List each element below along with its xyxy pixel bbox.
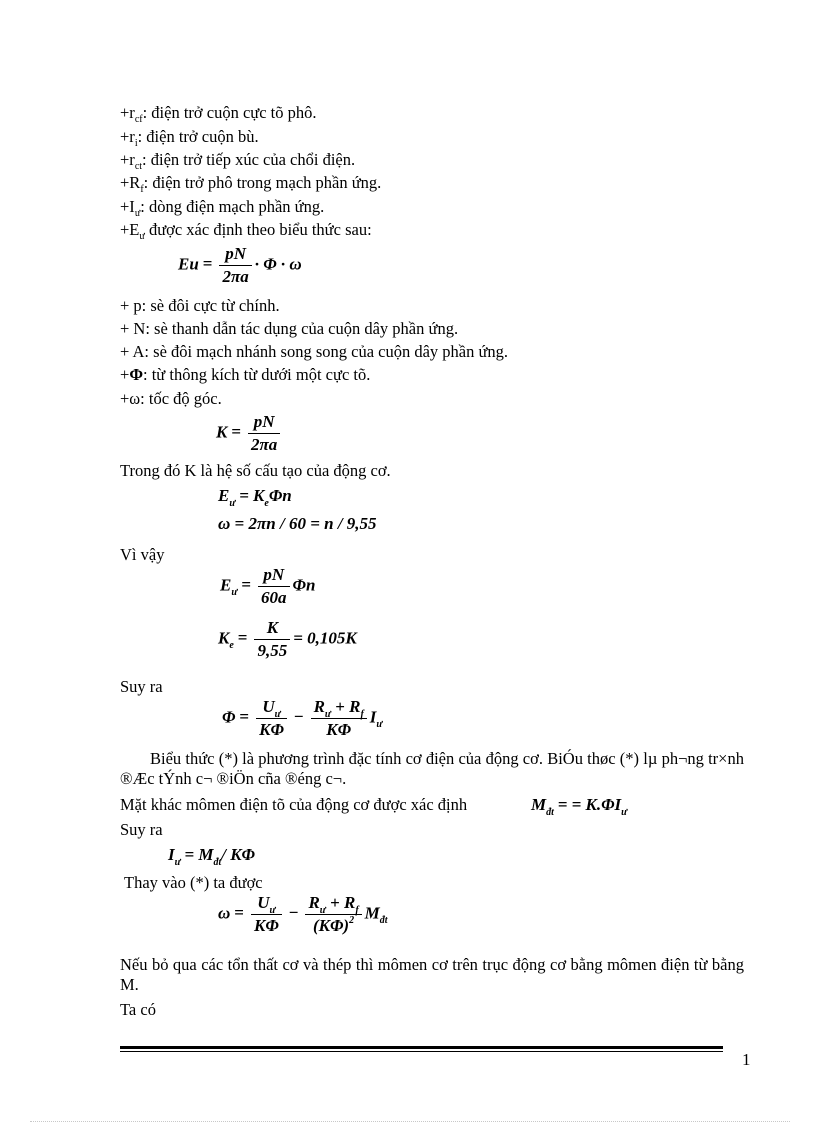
equation-eu: Eu = $\frac{pN}{2\pi a}$ · Φ · ω (178, 244, 302, 286)
text-line: +Φ: từ thông kích từ dưới một cực tõ. (120, 365, 371, 384)
text-line: + p: sè đôi cực từ chính. (120, 296, 280, 315)
text-line: + A: sè đôi mạch nhánh song song của cuộn dây phần ứng. (120, 342, 509, 361)
equation-phi: Φ = $\frac{U_ư}{K\Phi}$ − $\frac{R_ư + R_f}{K\Phi}$ $I_ư$ (222, 697, 383, 739)
equation-omega-mdt: ω = $\frac{U_ư}{K\Phi}$ − $\frac{R_ư + R_f}{(K\Phi)^2}$ $M_{đt}$ (218, 893, 388, 935)
text-line: +ω: tốc độ góc. (120, 389, 222, 408)
equation-iu: $I_ư = M_{đt}/$ KΦ (168, 845, 255, 868)
text-line: Trong đó K là hệ số cấu tạo của động cơ. (120, 461, 391, 480)
text-line: $+I_ư$: dòng điện mạch phần ứng. (120, 197, 325, 219)
text-line: $+R_f$: điện trở phô trong mạch phần ứng. (120, 173, 382, 195)
page-bottom-border (30, 1121, 790, 1122)
equation-ke: $K_e$ = $\frac{K}{9,55}$ = 0,105K (218, 618, 357, 660)
text-line: $+r_{cf}$: điện trở cuộn cực tõ phô. (120, 103, 317, 125)
footer-rule (120, 1046, 723, 1049)
text-line: $+r_{ct}$: điện trở tiếp xúc của chổi điện. (120, 150, 356, 172)
text-line: $+r_i$: điện trở cuộn bù. (120, 127, 259, 149)
text-line: Mặt khác mômen điện tõ của động cơ được xác định (120, 795, 468, 814)
text-line: Suy ra (120, 677, 163, 696)
text-line: Vì vậy (120, 545, 165, 564)
text-line: Ta có (120, 1000, 156, 1019)
page-number: 1 (742, 1050, 751, 1069)
text-line: Suy ra (120, 820, 163, 839)
equation-mdt: $M_{đt}$ = = $K.\Phi I_ư$ (531, 795, 628, 818)
equation-k: K = $\frac{pN}{2\pi a}$ (216, 412, 283, 455)
paragraph: Biểu thức (*) là phương trình đặc tính cơ điện của động cơ. BiÓu thøc (*) lµ ph¬ng tr×nh ®Æc tÝnh c¬ ®iÖn cña ®éng c¬. (120, 749, 744, 788)
equation-eu-ke: $E_ư = K_e\Phi n$ (218, 486, 292, 509)
footer-rule-thin (120, 1051, 723, 1052)
equation-eu-60a: $E_ư$ = $\frac{pN}{60a}$ Φn (220, 565, 316, 607)
text-line: $+E_ư$ được xác định theo biểu thức sau: (120, 220, 372, 242)
equation-omega: ω = 2πn / 60 = n / 9,55 (218, 514, 377, 533)
text-line: Thay vào (*) ta được (124, 873, 263, 892)
paragraph: Nếu bỏ qua các tổn thất cơ và thép thì mômen cơ trên trục động cơ bằng mômen điện từ bằng M. (120, 955, 744, 994)
text-line: + N: sè thanh dẫn tác dụng của cuộn dây phần ứng. (120, 319, 459, 338)
